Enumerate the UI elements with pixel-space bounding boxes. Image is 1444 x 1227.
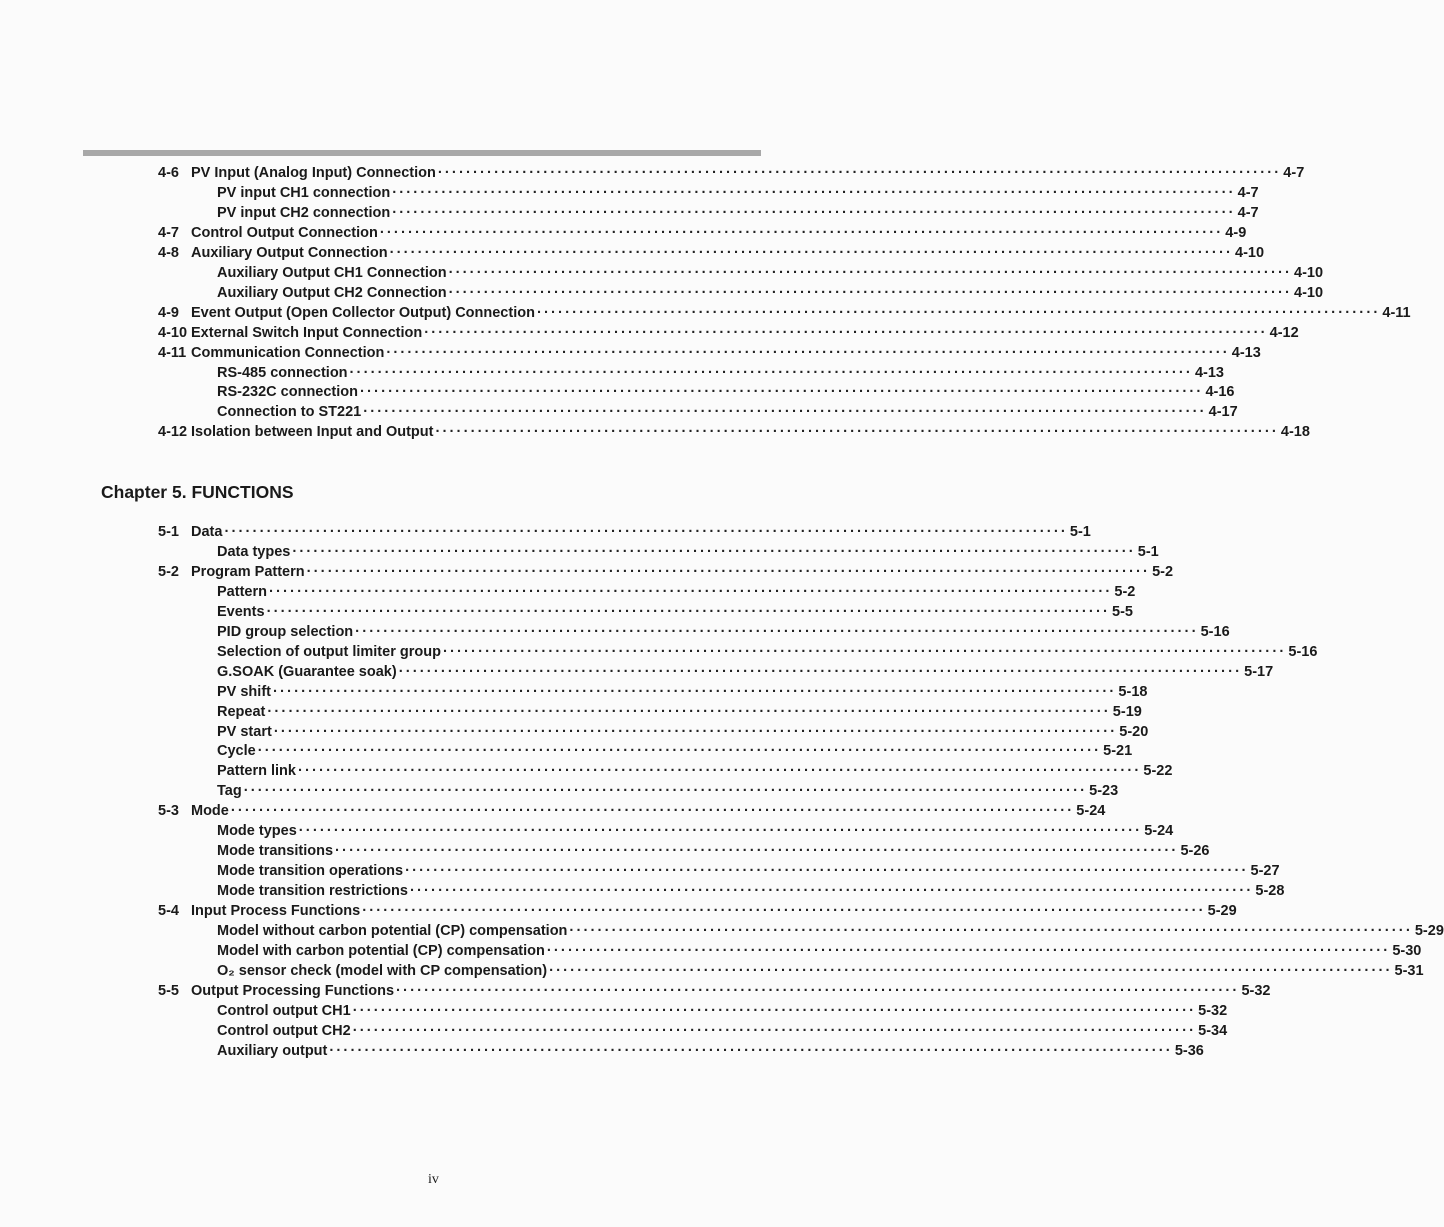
- toc-entry-title: Control Output Connection: [191, 224, 378, 241]
- toc-entry-title: Input Process Functions: [191, 903, 361, 920]
- toc-entry-title: Program Pattern: [191, 563, 305, 580]
- toc-entry[interactable]: [217, 642, 1318, 662]
- toc-dot-leader: ························································································································: [335, 843, 1179, 860]
- toc-entry-number: 5-4: [158, 903, 179, 920]
- toc-entry[interactable]: [158, 901, 1237, 921]
- toc-entry-page: 5-31: [1394, 962, 1424, 979]
- toc-entry[interactable]: [158, 303, 1411, 323]
- toc-entry-title: PID group selection: [217, 623, 354, 640]
- toc-entry-page: 5-1: [1069, 524, 1091, 540]
- toc-entry-title: Repeat: [217, 703, 266, 720]
- toc-entry-title: Mode transitions: [217, 843, 334, 860]
- toc-entry-title: Control output CH1: [217, 1002, 351, 1019]
- toc-dot-leader: ························································································································: [243, 783, 1088, 800]
- toc-entry[interactable]: [217, 363, 1224, 383]
- page-number: iv: [428, 1172, 439, 1187]
- toc-entry[interactable]: [158, 163, 1305, 183]
- toc-entry-title: Pattern link: [217, 763, 296, 780]
- toc-dot-leader: ························································································································: [329, 1042, 1173, 1059]
- toc-entry-title: Model with carbon potential (CP) compensation: [217, 942, 545, 959]
- toc-entry-page: 5-2: [1152, 563, 1174, 580]
- toc-entry-page: 5-20: [1119, 723, 1149, 740]
- toc-entry-page: 4-10: [1294, 264, 1324, 281]
- toc-dot-leader: ························································································································: [362, 903, 1206, 920]
- toc-entry-page: 5-22: [1143, 763, 1173, 780]
- toc-entry-number: 5-5: [158, 982, 179, 999]
- toc-entry[interactable]: [217, 263, 1324, 283]
- toc-entry-page: 4-7: [1237, 184, 1259, 201]
- toc-entry[interactable]: [158, 343, 1261, 363]
- toc-entry-number: 4-9: [158, 304, 179, 321]
- toc-dot-leader: ························································································································: [424, 324, 1268, 341]
- toc-entry-title: PV Input (Analog Input) Connection: [191, 165, 436, 181]
- toc-entry[interactable]: [217, 961, 1424, 981]
- toc-dot-leader: ························································································································: [435, 424, 1279, 441]
- toc-entry[interactable]: [217, 622, 1230, 642]
- toc-entry-page: 5-29: [1207, 903, 1237, 920]
- toc-entry[interactable]: [158, 981, 1271, 1001]
- toc-entry-page: 4-13: [1194, 364, 1224, 381]
- toc-dot-leader: ························································································································: [379, 224, 1224, 241]
- toc-entry-number: 5-1: [158, 524, 179, 540]
- toc-entry-title: PV start: [217, 723, 272, 740]
- toc-entry[interactable]: [158, 422, 1310, 442]
- toc-entry-title: External Switch Input Connection: [191, 324, 423, 341]
- toc-entry-page: 4-7: [1237, 204, 1259, 221]
- toc-dot-leader: ························································································································: [392, 184, 1236, 201]
- toc-entry[interactable]: [217, 921, 1444, 941]
- toc-entry[interactable]: [158, 522, 1091, 542]
- toc-entry-page: 5-17: [1244, 663, 1274, 680]
- toc-dot-leader: ························································································································: [549, 962, 1393, 979]
- toc-dot-leader: ························································································································: [569, 923, 1413, 939]
- toc-entry-title: O₂ sensor check (model with CP compensation): [217, 962, 548, 979]
- toc-entry-title: Isolation between Input and Output: [191, 424, 434, 441]
- toc-dot-leader: ························································································································: [398, 663, 1243, 680]
- toc-entry-number: 4-7: [158, 224, 179, 241]
- toc-entry-page: 4-10: [1235, 244, 1265, 261]
- toc-entry-page: 5-29: [1414, 923, 1444, 939]
- toc-entry-page: 4-10: [1294, 284, 1324, 301]
- toc-entry-title: Connection to ST221: [217, 404, 362, 421]
- header-rule: [83, 150, 761, 156]
- toc-entry-page: 5-5: [1112, 603, 1133, 620]
- toc-dot-leader: ························································································································: [352, 1022, 1197, 1039]
- toc-dot-leader: ························································································································: [392, 204, 1236, 221]
- toc-entry[interactable]: [217, 781, 1119, 801]
- toc-entry[interactable]: [217, 382, 1235, 402]
- toc-entry-title: Control output CH2: [217, 1022, 351, 1039]
- toc-dot-leader: ························································································································: [257, 743, 1102, 760]
- toc-dot-leader: ························································································································: [266, 603, 1110, 620]
- toc-dot-leader: ························································································································: [448, 264, 1293, 281]
- toc-dot-leader: ························································································································: [297, 763, 1142, 780]
- toc-entry-title: Auxiliary Output CH1 Connection: [217, 264, 447, 281]
- toc-entry-page: 5-26: [1180, 843, 1210, 860]
- toc-dot-leader: ························································································································: [448, 284, 1293, 301]
- toc-entry-page: 5-16: [1200, 623, 1230, 640]
- toc-entry[interactable]: [217, 542, 1159, 562]
- toc-entry-title: Pattern: [217, 583, 267, 600]
- toc-dot-leader: ························································································································: [546, 942, 1391, 959]
- toc-entry[interactable]: [217, 283, 1324, 303]
- toc-entry-page: 5-32: [1198, 1002, 1228, 1019]
- toc-dot-leader: ························································································································: [349, 364, 1193, 381]
- toc-entry-page: 4-13: [1231, 344, 1261, 361]
- toc-entry[interactable]: [217, 662, 1274, 682]
- toc-entry-page: 5-1: [1137, 543, 1159, 560]
- toc-entry[interactable]: [217, 702, 1142, 722]
- toc-entry[interactable]: [217, 861, 1280, 881]
- toc-entry[interactable]: [217, 941, 1422, 961]
- toc-entry-page: 5-34: [1198, 1022, 1228, 1039]
- toc-entry-number: 4-12: [158, 424, 188, 441]
- toc-dot-leader: ························································································································: [437, 165, 1282, 181]
- toc-dot-leader: ························································································································: [396, 982, 1240, 999]
- toc-entry-page: 5-30: [1392, 942, 1422, 959]
- toc-entry-page: 5-21: [1103, 743, 1133, 760]
- toc-entry-page: 5-27: [1250, 863, 1280, 880]
- toc-entry[interactable]: [217, 841, 1210, 861]
- toc-entry-title: Mode transition operations: [217, 863, 404, 880]
- toc-entry[interactable]: [217, 722, 1149, 742]
- toc-entry-page: 5-16: [1288, 643, 1318, 660]
- toc-entry[interactable]: [217, 203, 1259, 223]
- toc-entry-title: Tag: [217, 783, 242, 800]
- toc-entry-title: Output Processing Functions: [191, 982, 395, 999]
- toc-entry[interactable]: [217, 1041, 1204, 1061]
- toc-entry-title: Communication Connection: [191, 344, 385, 361]
- toc-entry-title: G.SOAK (Guarantee soak): [217, 663, 397, 680]
- toc-entry[interactable]: [217, 682, 1148, 702]
- toc-dot-leader: ························································································································: [389, 244, 1233, 261]
- toc-entry[interactable]: [158, 323, 1299, 343]
- toc-dot-leader: ························································································································: [306, 563, 1151, 580]
- toc-entry[interactable]: [217, 602, 1133, 622]
- toc-dot-leader: ························································································································: [386, 344, 1230, 361]
- toc-entry[interactable]: [158, 243, 1265, 263]
- toc-entry[interactable]: [217, 761, 1173, 781]
- toc-dot-leader: ························································································································: [360, 384, 1204, 401]
- toc-entry-title: Selection of output limiter group: [217, 643, 441, 660]
- toc-entry-title: PV input CH2 connection: [217, 204, 391, 221]
- toc-dot-leader: ························································································································: [230, 803, 1075, 820]
- toc-entry-page: 5-19: [1112, 703, 1142, 720]
- toc-entry-number: 4-11: [158, 344, 187, 361]
- toc-entry-title: PV shift: [217, 683, 271, 700]
- toc-entry-title: Mode types: [217, 823, 297, 840]
- toc-entry-page: 5-36: [1174, 1042, 1204, 1059]
- toc-dot-leader: ························································································································: [292, 543, 1136, 560]
- toc-entry-title: Events: [217, 603, 265, 620]
- toc-entry-page: 4-12: [1269, 324, 1299, 341]
- toc-entry[interactable]: [217, 183, 1259, 203]
- toc-dot-leader: ························································································································: [268, 583, 1113, 600]
- toc-dot-leader: ························································································································: [442, 643, 1287, 660]
- toc-entry-page: 5-24: [1144, 823, 1174, 840]
- toc-entry-title: Auxiliary output: [217, 1042, 328, 1059]
- toc-entry-page: 5-23: [1089, 783, 1119, 800]
- toc-entry[interactable]: [158, 801, 1106, 821]
- toc-entry-page: 5-18: [1118, 683, 1148, 700]
- toc-dot-leader: ························································································································: [272, 683, 1117, 700]
- toc-dot-leader: ························································································································: [224, 524, 1068, 540]
- toc-entry[interactable]: [217, 821, 1174, 841]
- toc-entry-title: Data: [191, 524, 223, 540]
- toc-dot-leader: ························································································································: [363, 404, 1207, 421]
- toc-dot-leader: ························································································································: [409, 883, 1254, 900]
- toc-dot-leader: ························································································································: [273, 723, 1118, 740]
- toc-entry[interactable]: [217, 741, 1133, 761]
- chapter-heading: Chapter 5. FUNCTIONS: [101, 482, 294, 502]
- toc-dot-leader: ························································································································: [355, 623, 1199, 640]
- toc-entry-title: Data types: [217, 543, 291, 560]
- toc-entry-page: 4-17: [1208, 404, 1238, 421]
- toc-entry[interactable]: [217, 881, 1285, 901]
- toc-entry-title: Mode: [191, 803, 229, 820]
- toc-entry-title: Cycle: [217, 743, 256, 760]
- toc-entry[interactable]: [217, 402, 1238, 422]
- toc-entry[interactable]: [158, 562, 1174, 582]
- toc-entry-page: 4-18: [1280, 424, 1310, 441]
- toc-entry-title: PV input CH1 connection: [217, 184, 391, 201]
- toc-entry-number: 5-2: [158, 563, 179, 580]
- toc-dot-leader: ························································································································: [298, 823, 1143, 840]
- toc-entry-page: 5-32: [1241, 982, 1271, 999]
- toc-entry-number: 4-8: [158, 244, 179, 261]
- toc-entry-page: 4-16: [1205, 384, 1235, 401]
- toc-entry-title: Auxiliary Output Connection: [191, 244, 388, 261]
- toc-entry-page: 4-11: [1382, 304, 1411, 321]
- toc-entry-number: 4-10: [158, 324, 188, 341]
- toc-entry[interactable]: [217, 1021, 1228, 1041]
- toc-dot-leader: ························································································································: [267, 703, 1111, 720]
- toc-entry-title: Model without carbon potential (CP) compensation: [217, 923, 568, 939]
- toc-entry-title: RS-485 connection: [217, 364, 348, 381]
- toc-entry-page: 5-24: [1076, 803, 1106, 820]
- toc-dot-leader: ························································································································: [352, 1002, 1197, 1019]
- toc-entry-number: 5-3: [158, 803, 179, 820]
- toc-entry[interactable]: [217, 582, 1136, 602]
- toc-entry-page: 5-2: [1114, 583, 1136, 600]
- toc-entry-number: 4-6: [158, 165, 179, 181]
- toc-entry-page: 5-28: [1255, 883, 1285, 900]
- toc-entry[interactable]: [217, 1001, 1228, 1021]
- toc-entry-title: Mode transition restrictions: [217, 883, 408, 900]
- toc-entry-title: Auxiliary Output CH2 Connection: [217, 284, 447, 301]
- toc-entry-title: RS-232C connection: [217, 384, 358, 401]
- toc-dot-leader: ························································································································: [405, 863, 1249, 880]
- toc-entry-page: 4-9: [1225, 224, 1247, 241]
- toc-entry-page: 4-7: [1283, 165, 1305, 181]
- toc-entry-title: Event Output (Open Collector Output) Connection: [191, 304, 535, 321]
- toc-dot-leader: ························································································································: [536, 304, 1381, 321]
- toc-entry[interactable]: [158, 223, 1247, 243]
